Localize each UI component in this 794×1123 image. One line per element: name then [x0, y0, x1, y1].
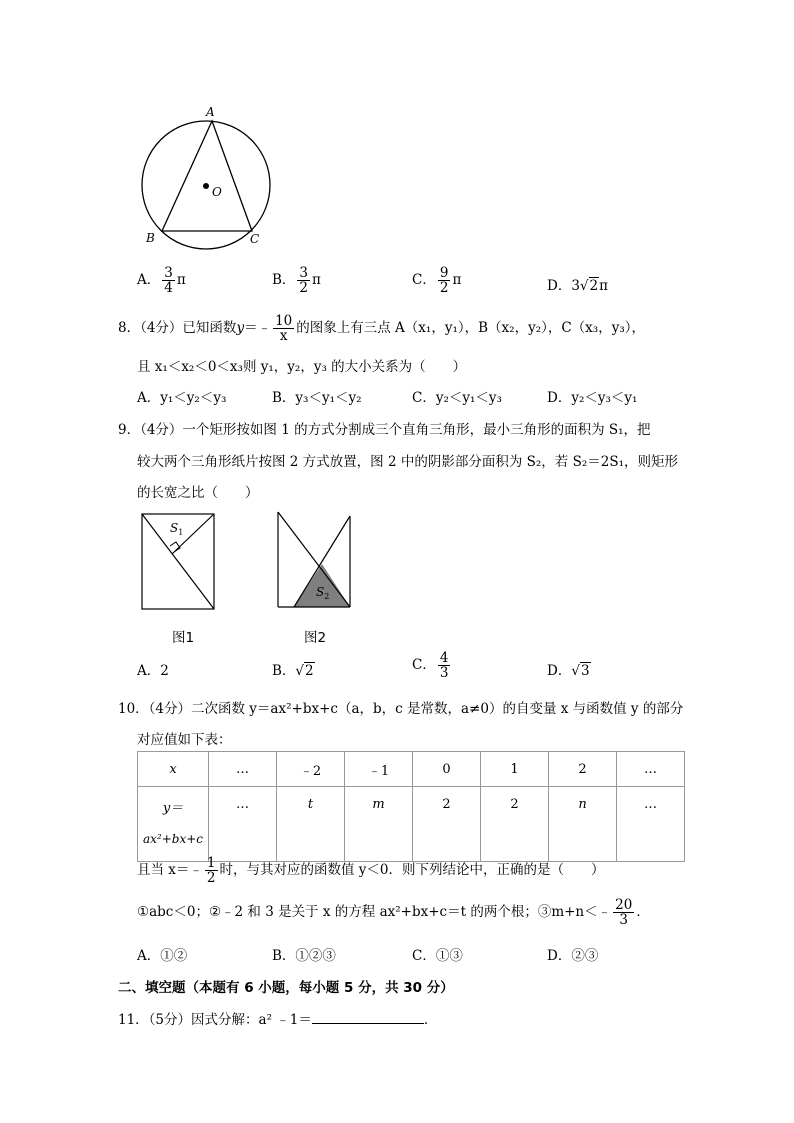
q10-option-b[interactable]: B．①②③ [272, 948, 336, 964]
var-y: y [236, 320, 245, 336]
table-cell: 2 [549, 752, 617, 787]
label-c: C [250, 232, 260, 246]
pi-symbol: π [312, 272, 321, 288]
row-head-line1: y＝ [162, 800, 184, 816]
q8-option-b[interactable]: B．y₃＜y₁＜y₂ [272, 390, 362, 406]
option-label: C． [412, 657, 436, 673]
q10-statements [137, 898, 650, 927]
label-a: A [206, 105, 215, 119]
numerator: 3 [299, 265, 309, 281]
q9-option-b[interactable] [272, 659, 315, 679]
q9-figure-1 [140, 512, 218, 612]
pi-symbol: π [176, 272, 186, 288]
q9-option-c[interactable] [412, 651, 452, 680]
q9-option-d[interactable] [547, 659, 591, 679]
numerator: 9 [439, 265, 449, 281]
pi-symbol: π [452, 272, 462, 288]
q9-stem-line3: 的长宽之比（ ） [137, 485, 259, 501]
inscribed-triangle [162, 121, 252, 231]
condition-suffix: 时，与其对应的函数值 y＜0．则下列结论中，正确的是（ ） [219, 862, 605, 878]
q8-stem-line1 [118, 314, 645, 343]
table-cell: … [209, 752, 277, 787]
period: ． [423, 1012, 438, 1028]
value-table [137, 751, 685, 862]
q9-figure-2 [276, 510, 356, 612]
table-cell: ﹣1 [345, 752, 413, 787]
fraction [297, 266, 310, 295]
option-label: C． [412, 272, 436, 288]
table-cell: … [617, 787, 685, 862]
q9-stem-line2: 较大两个三角形纸片按图 2 方式放置，图 2 中的阴影部分面积为 S₂，若 S₂＝2S₁，则矩形 [137, 454, 678, 470]
table-cell: x [138, 752, 209, 787]
q8-prefix: 8．（4分）已知函数 [118, 320, 237, 336]
figure-1-caption: 图1 [172, 630, 195, 646]
numerator: 20 [615, 897, 633, 913]
table-cell: 2 [481, 787, 549, 862]
equals-minus: ＝﹣ [244, 320, 272, 336]
denominator: 2 [206, 870, 216, 886]
statements-text: ①abc＜0；②﹣2 和 3 是关于 x 的方程 ax²+bx+c＝t 的两个根；③m+n＜﹣ [137, 904, 612, 920]
table-cell: 1 [481, 752, 549, 787]
figure-2-caption: 图2 [304, 630, 327, 646]
radicand: 2 [305, 663, 314, 679]
fraction [273, 314, 294, 343]
fraction [205, 856, 218, 885]
q10-option-d[interactable]: D．②③ [547, 948, 599, 964]
q7-option-d[interactable] [547, 274, 608, 294]
numerator: 4 [439, 650, 449, 666]
q8-option-c[interactable]: C．y₂＜y₁＜y₃ [412, 390, 502, 406]
q8-stem-line2: 且 x₁＜x₂＜0＜x₃则 y₁，y₂，y₃ 的大小关系为（ ） [137, 359, 467, 375]
period: ． [636, 904, 650, 920]
q10-stem-line1: 10．（4分）二次函数 y＝ax²+bx+c（a，b，c 是常数，a≠0）的自变量 x 与函数值 y 的部分 [118, 701, 684, 717]
table-cell: … [209, 787, 277, 862]
label-b: B [146, 231, 155, 245]
option-label: B． [272, 272, 296, 288]
numerator: 1 [206, 855, 216, 871]
pi-symbol: π [599, 278, 608, 294]
condition-prefix: 且当 x＝﹣ [137, 862, 203, 878]
sqrt-symbol: √ [571, 663, 580, 679]
table-cell: 0 [413, 752, 481, 787]
table-cell: t [277, 787, 345, 862]
fraction [438, 266, 451, 295]
fraction [613, 898, 634, 927]
q9-stem-line1: 9．（4分）一个矩形按如图 1 的方式分割成三个直角三角形，最小三角形的面积为 S₁，把 [118, 422, 651, 438]
sqrt-symbol: √ [579, 278, 589, 294]
option-label: A． [137, 272, 161, 288]
q8-option-a[interactable]: A．y₁＜y₂＜y₃ [137, 390, 227, 406]
option-label: D． [547, 278, 572, 294]
denominator: 2 [299, 280, 309, 296]
coefficient: 3 [571, 278, 580, 294]
table-cell: n [549, 787, 617, 862]
q10-condition [137, 856, 605, 885]
table-row [138, 787, 685, 862]
label-s1: $S_1$ [170, 521, 184, 537]
table-cell: … [617, 752, 685, 787]
denominator: x [279, 328, 288, 344]
center-dot [203, 183, 209, 189]
sqrt-symbol: √ [295, 663, 305, 679]
table-cell: 2 [413, 787, 481, 862]
q11-text: 11．（5分）因式分解：a² ﹣1＝ [118, 1012, 312, 1028]
q8-option-d[interactable]: D．y₂＜y₃＜y₁ [547, 390, 638, 406]
fraction [162, 266, 175, 295]
section-heading: 二、填空题（本题有 6 小题，每小题 5 分，共 30 分） [118, 980, 454, 996]
label-s2: $S_2$ [316, 585, 330, 601]
option-label: B． [272, 663, 296, 679]
fraction [438, 651, 451, 680]
label-o: O [212, 185, 222, 199]
radicand: 2 [589, 278, 599, 294]
numerator: 3 [164, 265, 173, 281]
radicand: 3 [580, 663, 590, 679]
table-cell [138, 787, 209, 862]
denominator: 2 [439, 280, 449, 296]
q9-option-a[interactable]: A．2 [137, 663, 169, 679]
denominator: 3 [439, 665, 449, 681]
row-head-line2: ax²+bx+c [142, 831, 203, 846]
denominator: 4 [164, 280, 173, 296]
q10-stem-line2: 对应值如下表： [137, 732, 232, 748]
q8-rest: 的图象上有三点 A（x₁，y₁），B（x₂，y₂），C（x₃，y₃）， [296, 320, 645, 336]
q10-option-a[interactable]: A．①② [137, 948, 188, 964]
option-label: D． [547, 663, 572, 679]
table-row [138, 752, 685, 787]
denominator: 3 [619, 912, 629, 928]
q7-option-a[interactable] [137, 266, 186, 295]
q10-option-c[interactable]: C．①③ [412, 948, 463, 964]
q7-circle-figure [130, 100, 280, 250]
answer-blank[interactable] [312, 1009, 424, 1024]
q11-stem [118, 1008, 437, 1028]
table-cell: ﹣2 [277, 752, 345, 787]
table-cell: m [345, 787, 413, 862]
q7-option-b[interactable] [272, 266, 321, 295]
q7-option-c[interactable] [412, 266, 461, 295]
numerator: 10 [275, 313, 293, 329]
